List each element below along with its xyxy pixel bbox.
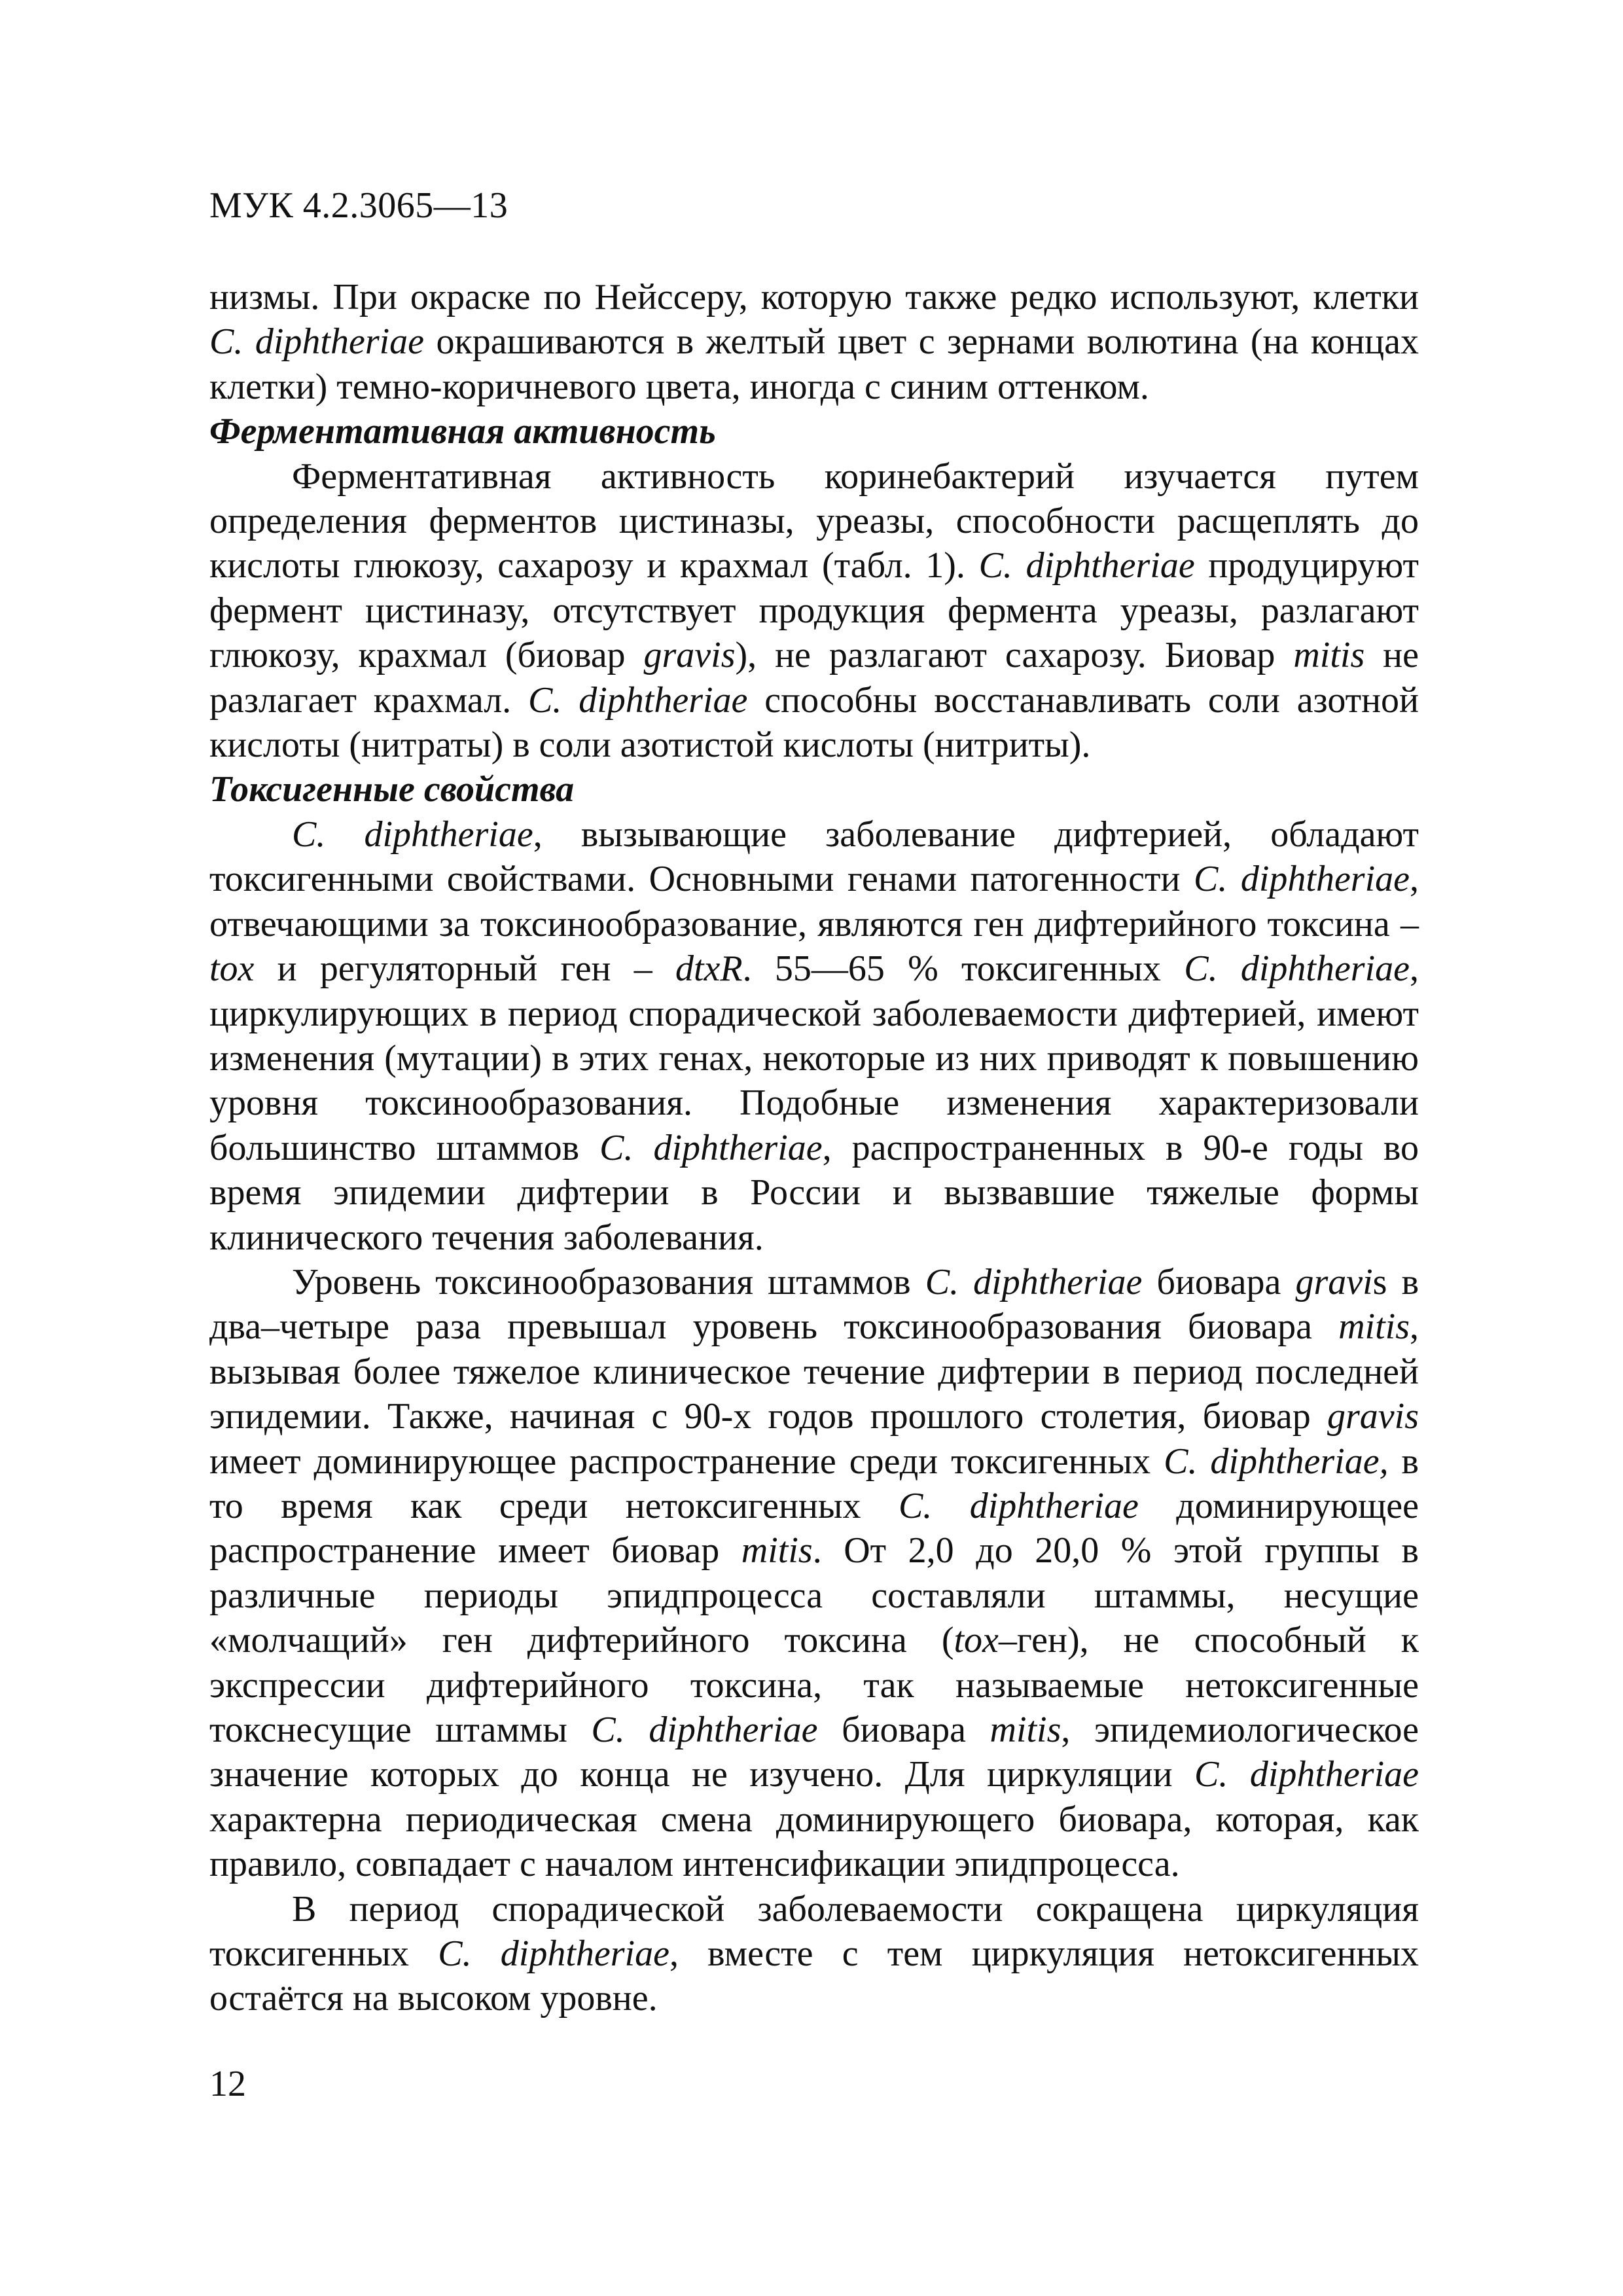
paragraph [209,1887,1419,2021]
italic-term: C. diphtheriae [898,1485,1139,1526]
text-run: , отвечающими за токсинообразование, являются ген дифтерийного токсина – [209,859,1419,944]
text-run: не разлагает крахмал. [209,635,1419,721]
italic-term: gravi [1295,1261,1373,1302]
text-run: в то время как среди нетоксигенных [209,1441,1419,1526]
text-run: s в два–четыре раза превышал уровень токсинообразования биовара [209,1261,1419,1348]
text-run: низмы. При окраске по Нейссеру, которую также редко используют, клетки [209,277,1419,317]
text-run: Уровень токсинообразования штаммов [292,1261,925,1302]
text-run: продуцируют фермент цистиназу, отсутствует продукция фермента уреазы, разлагают глюкозу, крахмал (биовар [209,545,1419,676]
italic-term: mitis [990,1710,1061,1750]
italic-term: C. diphtheriae [438,1933,669,1975]
italic-term: C. diphtheriae [1194,1754,1419,1795]
italic-term: C. diphtheriae [209,321,425,363]
text-run: . 55—65 % токсигенных [742,948,1185,990]
italic-term: C. diphtheriae [528,679,748,721]
paragraph [209,812,1419,1260]
text-run: способны восстанавливать соли азотной кислоты (нитраты) в соли азотистой кислоты (нитриты). [209,679,1419,766]
text-run: окрашиваются в желтый цвет с зернами волютина (на концах клетки) темно-коричневого цвета, иногда с синим оттенком. [209,321,1419,407]
italic-term: C. diphtheriae, [1164,1441,1389,1482]
document-header: МУК 4.2.3065—13 [209,185,508,226]
paragraph [209,454,1419,768]
paragraph [209,1260,1419,1887]
italic-term: gravis [643,635,736,676]
section-heading-enzymatic: Ферментативная активность [209,411,716,452]
paragraph [209,275,1419,409]
section-heading-toxigenic: Токсигенные свойства [209,769,575,810]
text-run: доминирующее распространение имеет биовар [209,1485,1419,1571]
text-run: , эпидемиологическое значение которых до конца не изучено. Для циркуляции [209,1710,1419,1795]
italic-term: C. diphtheriae [925,1261,1143,1302]
page-number: 12 [209,2064,246,2104]
italic-term: C. diphtheriae [978,545,1195,586]
text-run: . От 2,0 до 20,0 % этой группы в различные периоды эпидпроцесса составляли штаммы, несущие «молчащий» ген дифтерийного токсина ( [209,1530,1419,1661]
text-run: В период спорадической заболеваемости сокращена циркуляция токсигенных [209,1888,1419,1975]
text-run: и регуляторный ген – [254,948,675,990]
text-run: , циркулирующих в период спорадической заболеваемости дифтерией, имеют изменения (мутации) в этих генах, некоторые из них приводят к повышению уровня токсинообразования. Подобные изменения характеризовали большинство штаммов [209,948,1419,1168]
text-run: , вместе с тем циркуляция нетоксигенных остаётся на высоком уровне. [209,1933,1419,2019]
text-run: , вызывая более тяжелое клиническое течение дифтерии в период последней эпидемии. Также, начиная с 90-х годов прошлого столетия, биовар [209,1306,1419,1437]
italic-term: mitis [1338,1306,1410,1348]
italic-term: C. diphtheriae [292,814,533,855]
italic-term: C. diphtheriae [1193,859,1410,900]
italic-term: dtxR [675,948,743,990]
document-body [209,275,1419,2021]
italic-term: tox [209,948,255,990]
text-run: ), не разлагают сахарозу. Биовар [735,635,1294,676]
text-run: биовара [1142,1261,1296,1302]
text-run: , распространенных в 90-е годы во время эпидемии дифтерии в России и вызвавшие тяжелые формы клинического течения заболевания. [209,1127,1419,1258]
text-run: –ген), не способный к экспрессии дифтерийного токсина, так называемые нетоксигенные токснесущие штаммы [209,1620,1419,1750]
text-run: Ферментативная активность коринебактерий изучается путем определения ферментов цистиназы, уреазы, способности расщеплять до кислоты глюкозу, сахарозу и крахмал (табл. 1). [209,456,1419,586]
italic-term: C. diphtheriae [599,1127,823,1168]
italic-term: C. diphtheriae [1184,948,1410,990]
italic-term: C. diphtheriae [591,1710,818,1750]
italic-term: mitis [741,1530,813,1571]
text-run: , вызывающие заболевание дифтерией, обладают токсигенными свойствами. Основными генами патогенности [209,814,1419,900]
text-run: биовара [817,1710,990,1750]
italic-term: gravis [1327,1396,1419,1437]
text-run: имеет доминирующее распространение среди токсигенных [209,1441,1164,1482]
italic-term: tox [954,1620,999,1661]
text-run: характерна периодическая смена доминирующего биовара, которая, как правило, совпадает с началом интенсификации эпидпроцесса. [209,1799,1419,1885]
italic-term: mitis [1293,635,1365,676]
